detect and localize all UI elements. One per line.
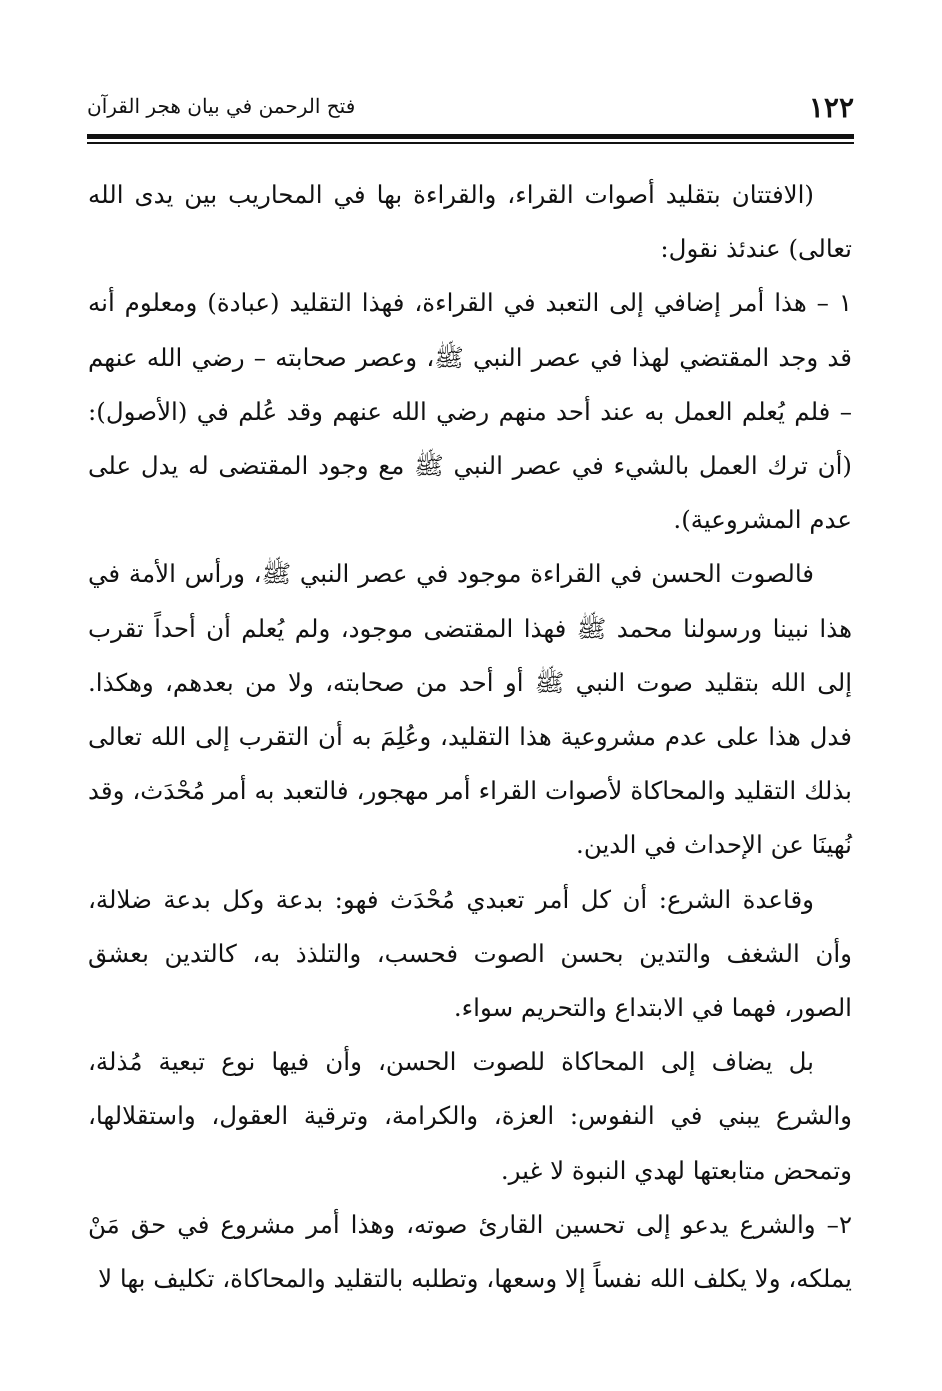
page-number: ١٢٢ — [808, 91, 854, 124]
paragraph: (الافتتان بتقليد أصوات القراء، والقراءة بها في المحاريب بين يدى الله تعالى) عندئذ نقول: — [88, 180, 852, 264]
paragraph: ١ – هذا أمر إضافي إلى التعبد في القراءة، فهذا التقليد (عبادة) ومعلوم أنه قد وجد المقتضي لهذا في عصر النبي ﷺ، وعصر صحابته – رضي الله عنهم – فلم يُعلم العمل به عند أحد منهم رضي الله عنهم وقد عُلم في (الأصول): (أن ترك العمل بالشيء في عصر النبي ﷺ مع وجود المقتضى له يدل على عدم المشروعية). — [88, 288, 852, 535]
page-header — [87, 72, 854, 132]
body-text — [88, 168, 852, 1306]
header-rule-thick — [87, 134, 854, 139]
running-title: فتح الرحمن في بيان هجر القرآن — [87, 94, 356, 118]
paragraph: فالصوت الحسن في القراءة موجود في عصر النبي ﷺ، ورأس الأمة في هذا نبينا ورسولنا محمد ﷺ فهذا المقتضى موجود، ولم يُعلم أن أحداً تقرب إلى الله بتقليد صوت النبي ﷺ أو أحد من صحابته، ولا من بعدهم، وهكذا. فدل هذا على عدم مشروعية هذا التقليد، وعُلِمَ به أن التقرب إلى الله تعالى بذلك التقليد والمحاكاة لأصوات القراء أمر مهجور، فالتعبد به أمر مُحْدَث، وقد نُهينَا عن الإحداث في الدين. — [88, 559, 852, 860]
header-rule-thin — [87, 142, 854, 144]
paragraph: وقاعدة الشرع: أن كل أمر تعبدي مُحْدَث فهو: بدعة وكل بدعة ضلالة، وأن الشغف والتدين بحسن الصوت فحسب، والتلذذ به، كالتدين بعشق الصور، فهما في الابتداع والتحريم سواء. — [88, 884, 852, 1023]
paragraph: ٢– والشرع يدعو إلى تحسين القارئ صوته، وهذا أمر مشروع في حق مَنْ يملكه، ولا يكلف الله نفساً إلا وسعها، وتطلبه بالتقليد والمحاكاة، تكليف بها لا — [88, 1209, 852, 1294]
paragraph: بل يضاف إلى المحاكاة للصوت الحسن، وأن فيها نوع تبعية مُذلة، والشرع يبني في النفوس: العزة، والكرامة، وترقية العقول، واستقلالها، وتمحض متابعتها لهدي النبوة لا غير. — [88, 1047, 852, 1185]
